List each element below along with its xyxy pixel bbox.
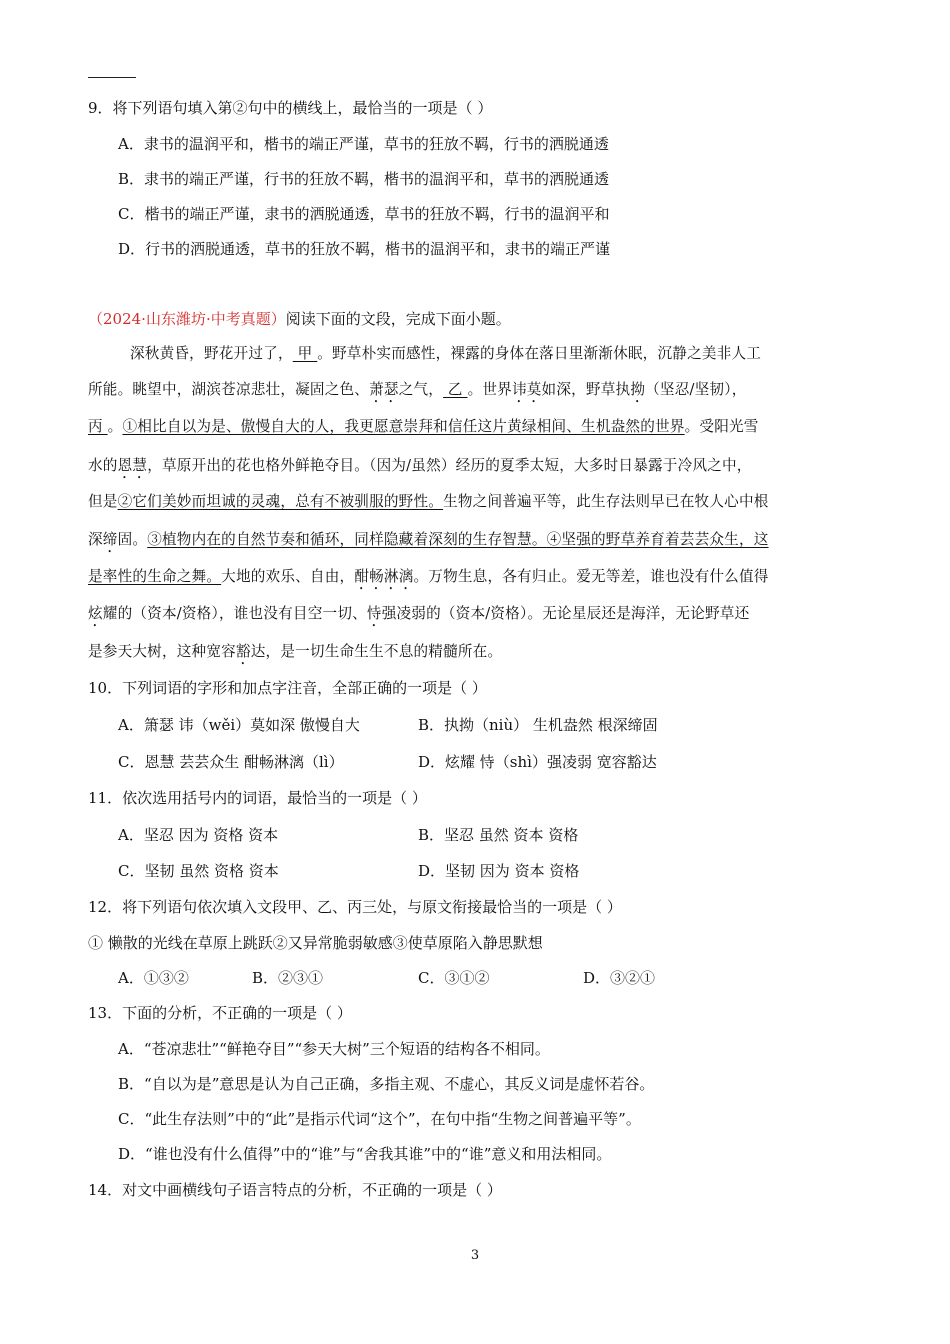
q10-option-a: A．箫瑟 讳（wěi）莫如深 傲慢自大	[118, 716, 360, 734]
q13-option-b: B．“自以为是”意思是认为自己正确，多指主观、不虚心，其反义词是虚怀若谷。	[118, 1075, 655, 1093]
q12-stem: 12．将下列语句依次填入文段甲、乙、丙三处，与原文衔接最恰当的一项是（ ）	[88, 898, 622, 916]
q10-stem: 10．下列词语的字形和加点字注音，全部正确的一项是（ ）	[88, 679, 487, 697]
q13-option-a: A．“苍凉悲壮”“鲜艳夺目”“参天大树”三个短语的结构各不相同。	[118, 1040, 550, 1058]
sentence-4a: ④坚强的野草养育着芸芸众生，这	[546, 531, 769, 548]
q10-option-b: B．执拗（niù） 生机盎然 根深缔固	[418, 716, 658, 734]
passage-line-6: 深缔固。③植物内在的自然节奏和循环，同样隐藏着深刻的生存智慧。④坚强的野草养育着芸芸众生，这	[88, 531, 769, 548]
blank-yi: 乙	[443, 381, 468, 398]
q11-option-c: C．坚韧 虽然 资格 资本	[118, 862, 279, 880]
sentence-4b: 是率性的生命之舞。	[88, 568, 222, 585]
source-line	[88, 308, 511, 330]
blank-line	[88, 77, 136, 78]
blank-bing: 丙	[88, 418, 108, 435]
passage-line-9: 是参天大树，这种宽容豁达，是一切生命生生不息的精髓所在。	[88, 643, 503, 660]
sentence-2: ②它们美妙而坦诚的灵魂，总有不被驯服的野性。	[117, 493, 444, 510]
sentence-1: ①相比自以为是、傲慢自大的人，我更愿意崇拜和信任这片黄绿相间、生机盎然的世界	[122, 418, 685, 435]
q12-option-b: B．②③①	[252, 969, 324, 987]
passage-line-7: 是率性的生命之舞。大地的欢乐、自由，酣畅淋漓。万物生息，各有归止。爱无等差，谁也没有什么值得	[88, 568, 769, 585]
q12-items: ① 懒散的光线在草原上跳跃②又异常脆弱敏感③使草原陷入静思默想	[88, 934, 543, 952]
q13-option-d: D．“谁也没有什么值得”中的“谁”与“舍我其谁”中的“谁”意义和用法相同。	[118, 1145, 612, 1163]
blank-jia: 甲	[292, 345, 318, 362]
q14-stem: 14．对文中画横线句子语言特点的分析，不正确的一项是（ ）	[88, 1181, 502, 1199]
passage-line-2: 所能。眺望中，湖滨苍凉悲壮，凝固之色、萧瑟之气， 乙 。世界讳莫如深，野草执拗（坚忍/坚韧），	[88, 381, 747, 398]
passage-line-5: 但是②它们美妙而坦诚的灵魂，总有不被驯服的野性。生物之间普遍平等，此生存法则早已在牧人心中根	[88, 493, 769, 510]
q12-option-d: D．③②①	[583, 969, 656, 987]
passage-line-3: 丙 。①相比自以为是、傲慢自大的人，我更愿意崇拜和信任这片黄绿相间、生机盎然的世界。受阳光雪	[88, 418, 759, 435]
q9-option-a: A．隶书的温润平和，楷书的端正严谨，草书的狂放不羁，行书的洒脱通透	[118, 135, 609, 153]
q13-option-c: C．“此生存法则”中的“此”是指示代词“这个”，在句中指“生物之间普遍平等”。	[118, 1110, 641, 1128]
q11-stem: 11．依次选用括号内的词语，最恰当的一项是（ ）	[88, 789, 427, 807]
q13-stem: 13．下面的分析，不正确的一项是（ ）	[88, 1004, 352, 1022]
q10-option-c: C．恩慧 芸芸众生 酣畅淋漓（lì）	[118, 753, 344, 771]
q9-option-c: C．楷书的端正严谨，隶书的洒脱通透，草书的狂放不羁，行书的温润平和	[118, 205, 610, 223]
passage-line-4: 水的恩慧，草原开出的花也格外鲜艳夺目。（因为/虽然）经历的夏季太短，大多时日暴露于冷风之中，	[88, 457, 752, 474]
q10-option-d: D．炫耀 恃（shì）强凌弱 宽容豁达	[418, 753, 657, 771]
source-tag: （2024·山东潍坊·中考真题）	[88, 310, 286, 328]
source-text: 阅读下面的文段，完成下面小题。	[285, 310, 511, 328]
passage-line-8: 炫耀的（资本/资格），谁也没有目空一切、恃强凌弱的（资本/资格）。无论星辰还是海洋，无论野草还	[88, 605, 750, 622]
q9-option-b: B．隶书的端正严谨，行书的狂放不羁，楷书的温润平和，草书的洒脱通透	[118, 170, 610, 188]
passage-line-1: 深秋黄昏，野花开过了， 甲 。野草朴实而感性，裸露的身体在落日里渐渐休眠，沉静之美非人工	[130, 345, 762, 362]
q9-option-d: D．行书的洒脱通透，草书的狂放不羁，楷书的温润平和，隶书的端正严谨	[118, 240, 611, 258]
q11-option-a: A．坚忍 因为 资格 资本	[118, 826, 279, 844]
q9-stem: 9．将下列语句填入第②句中的横线上，最恰当的一项是（ ）	[88, 99, 493, 117]
q12-option-a: A．①③②	[118, 969, 189, 987]
q12-option-c: C．③①②	[418, 969, 490, 987]
q11-option-d: D．坚韧 因为 资本 资格	[418, 862, 580, 880]
page-number: 3	[470, 1248, 480, 1263]
sentence-3: ③植物内在的自然节奏和循环，同样隐藏着深刻的生存智慧。	[147, 531, 547, 548]
q11-option-b: B．坚忍 虽然 资本 资格	[418, 826, 579, 844]
